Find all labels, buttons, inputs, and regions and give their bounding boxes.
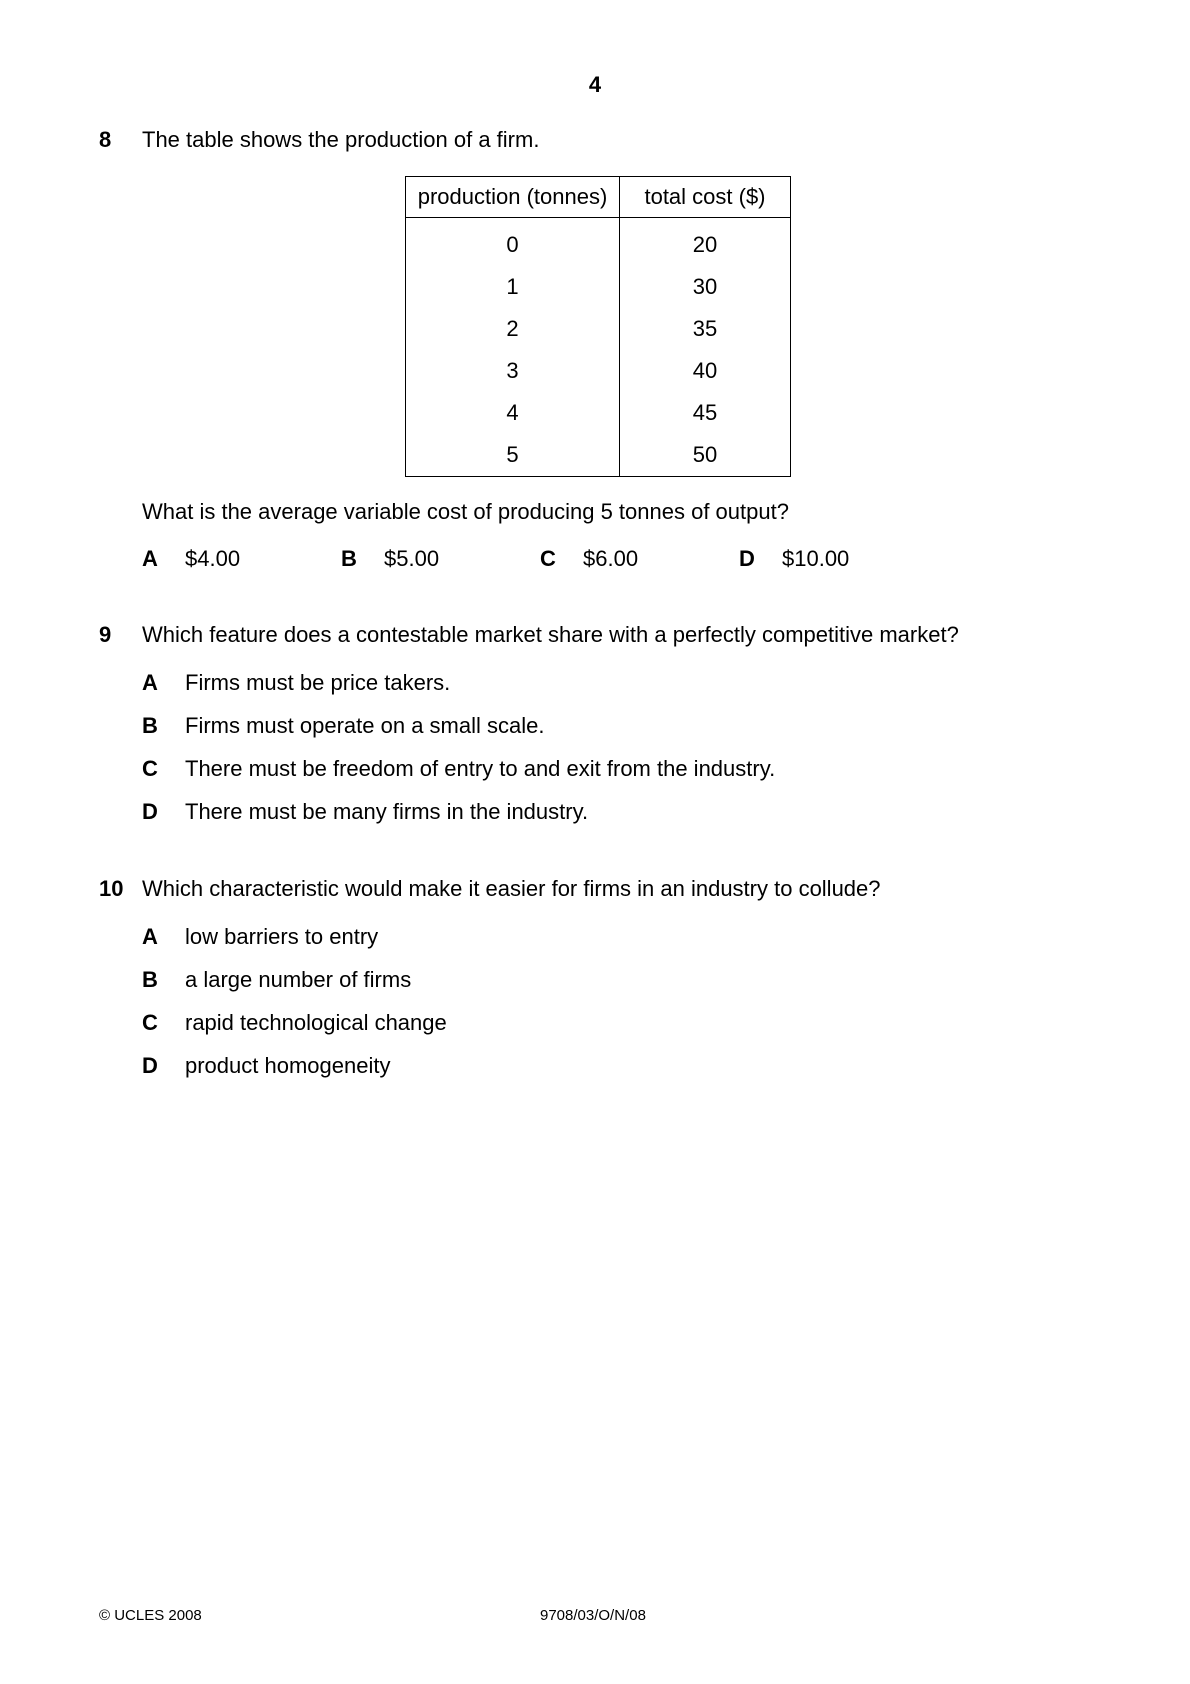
- q10-option-b-letter: B: [142, 967, 158, 992]
- question-8-number: 8: [99, 127, 112, 152]
- table-header-production: production (tonnes): [406, 177, 620, 218]
- q9-option-c-letter: C: [142, 756, 158, 781]
- q8-option-b-text: $5.00: [384, 546, 440, 571]
- table-cell-total-cost: 30: [620, 266, 791, 308]
- table-row: [406, 308, 791, 350]
- table-header-row: [406, 177, 791, 218]
- q8-option-c-letter: C: [540, 546, 556, 571]
- q8-option-b-letter: B: [341, 546, 357, 571]
- question-9-text: Which feature does a contestable market share with a perfectly competitive market?: [142, 622, 959, 647]
- table-cell-total-cost: 20: [620, 218, 791, 267]
- q10-option-c-text: rapid technological change: [185, 1010, 447, 1035]
- question-8-text: What is the average variable cost of producing 5 tonnes of output?: [142, 499, 789, 524]
- table-row: [406, 350, 791, 392]
- q10-option-c-letter: C: [142, 1010, 158, 1035]
- q8-option-c-text: $6.00: [583, 546, 639, 571]
- q9-option-d-letter: D: [142, 799, 158, 824]
- q10-option-b-text: a large number of firms: [185, 967, 412, 992]
- q8-option-d-letter: D: [739, 546, 755, 571]
- table-cell-total-cost: 50: [620, 434, 791, 477]
- table-row: [406, 392, 791, 434]
- q10-option-d-letter: D: [142, 1053, 158, 1078]
- production-cost-table: [405, 176, 791, 477]
- table-cell-production: 4: [406, 392, 620, 434]
- table-cell-production: 2: [406, 308, 620, 350]
- q8-option-d-text: $10.00: [782, 546, 850, 571]
- q9-option-b-letter: B: [142, 713, 158, 738]
- footer-paper-code: 9708/03/O/N/08: [540, 1607, 646, 1624]
- table-row: [406, 434, 791, 477]
- q9-option-a-letter: A: [142, 670, 158, 695]
- q10-option-a-text: low barriers to entry: [185, 924, 379, 949]
- page-number: 4: [588, 72, 602, 97]
- q9-option-d-text: There must be many firms in the industry.: [185, 799, 589, 824]
- q9-option-c-text: There must be freedom of entry to and exit from the industry.: [185, 756, 776, 781]
- table-row: [406, 218, 791, 267]
- table-cell-production: 0: [406, 218, 620, 267]
- table-cell-total-cost: 45: [620, 392, 791, 434]
- table-cell-production: 5: [406, 434, 620, 477]
- q8-option-a-text: $4.00: [185, 546, 241, 571]
- table-cell-production: 3: [406, 350, 620, 392]
- q8-option-a-letter: A: [142, 546, 158, 571]
- table-header-total-cost: total cost ($): [620, 177, 791, 218]
- q10-option-a-letter: A: [142, 924, 158, 949]
- question-10-number: 10: [99, 876, 124, 901]
- question-9-number: 9: [99, 622, 112, 647]
- table-row: [406, 266, 791, 308]
- table-cell-total-cost: 35: [620, 308, 791, 350]
- question-8-prompt: The table shows the production of a firm.: [142, 127, 540, 152]
- question-10-text: Which characteristic would make it easier for firms in an industry to collude?: [142, 876, 881, 901]
- q10-option-d-text: product homogeneity: [185, 1053, 391, 1078]
- table-cell-production: 1: [406, 266, 620, 308]
- table-cell-total-cost: 40: [620, 350, 791, 392]
- footer-copyright: © UCLES 2008: [99, 1607, 202, 1624]
- q9-option-b-text: Firms must operate on a small scale.: [185, 713, 545, 738]
- q9-option-a-text: Firms must be price takers.: [185, 670, 451, 695]
